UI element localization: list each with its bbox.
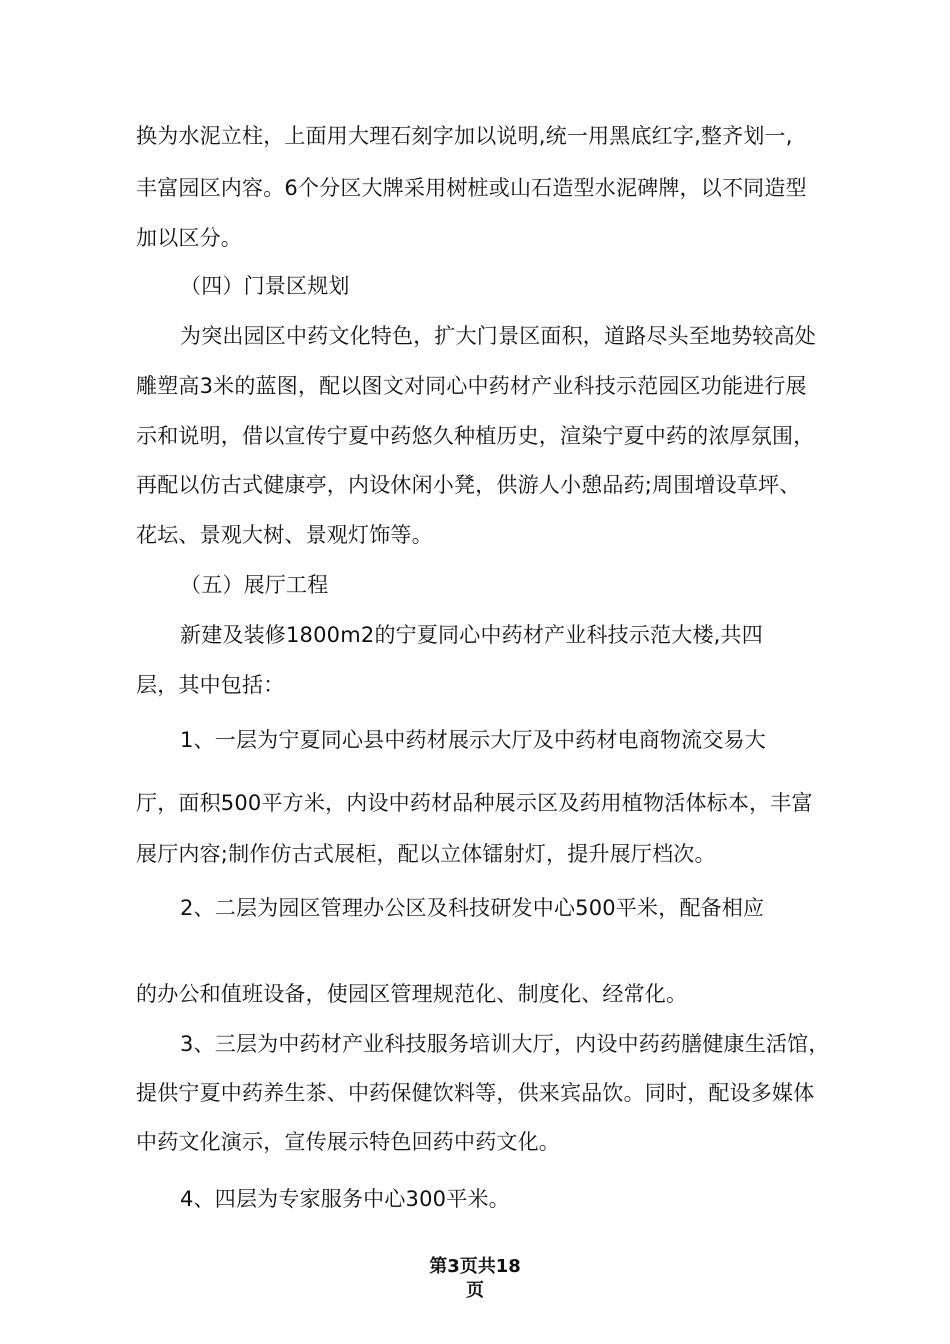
paragraph-line: 层，其中包括：: [136, 673, 285, 697]
list-item-line: 4、四层为专家服务中心300平米。: [180, 1187, 510, 1211]
list-item-line: 展厅内容;制作仿古式展柜，配以立体镭射灯，提升展厅档次。: [136, 842, 716, 866]
paragraph-line: 丰富园区内容。6个分区大牌采用树桩或山石造型水泥碑牌，以不同造型: [136, 176, 807, 200]
paragraph-line: 雕塑高3米的蓝图，配以图文对同心中药材产业科技示范园区功能进行展: [136, 374, 807, 398]
paragraph-line: 换为水泥立柱，上面用大理石刻字加以说明,统一用黑底红字,整齐划一,: [136, 124, 793, 148]
list-item-line: 3、三层为中药材产业科技服务培训大厅，内设中药药膳健康生活馆，: [180, 1032, 830, 1056]
page-number: 第3页共18: [429, 1256, 521, 1277]
paragraph-line: 加以区分。: [136, 226, 242, 250]
page-number-continued: 页: [466, 1280, 484, 1301]
list-item-line: 厅，面积500平方米，内设中药材品种展示区及药用植物活体标本，丰富: [136, 791, 813, 815]
list-item-line: 2、二层为园区管理办公区及科技研发中心500平米，配备相应: [180, 896, 765, 920]
list-item-line: 提供宁夏中药养生茶、中药保健饮料等，供来宾品饮。同时，配设多媒体: [136, 1081, 815, 1105]
paragraph-line: 花坛、景观大树、景观灯饰等。: [136, 523, 433, 547]
list-item-line: 的办公和值班设备，使园区管理规范化、制度化、经常化。: [136, 982, 688, 1006]
paragraph-line: 为突出园区中药文化特色，扩大门景区面积，道路尽头至地势较高处: [180, 324, 816, 348]
section-heading: （五）展厅工程: [180, 573, 329, 597]
paragraph-line: 新建及装修1800m2的宁夏同心中药材产业科技示范大楼,共四: [180, 623, 763, 647]
paragraph-line: 再配以仿古式健康亭，内设休闲小凳，供游人小憩品药;周围增设草坪、: [136, 473, 801, 497]
paragraph-line: 示和说明，借以宣传宁夏中药悠久种植历史，渲染宁夏中药的浓厚氛围，: [136, 424, 815, 448]
section-heading: （四）门景区规划: [180, 274, 350, 298]
list-item-line: 1、一层为宁夏同心县中药材展示大厅及中药材电商物流交易大: [180, 728, 766, 752]
list-item-line: 中药文化演示，宣传展示特色回药中药文化。: [136, 1130, 560, 1154]
